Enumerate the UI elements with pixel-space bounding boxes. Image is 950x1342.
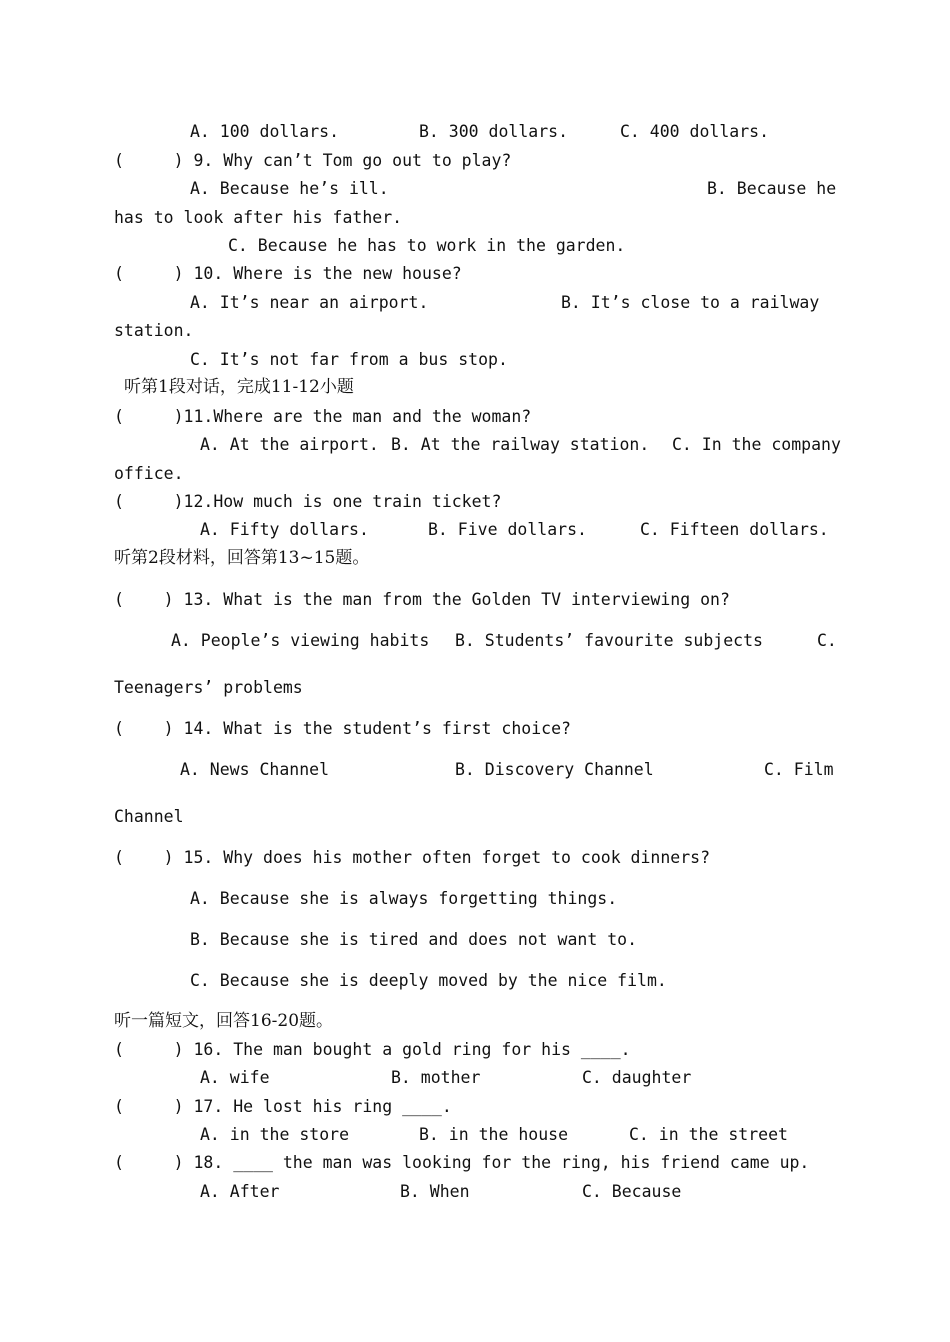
q17-option-a: A. in the store [200,1125,350,1144]
q10-option-b-end: station. [114,321,194,340]
q9-option-b-start: B. Because he [707,179,837,198]
section-1-heading: 听第1段对话，完成11-12小题 [124,377,354,397]
q10-stem: ( ) 10. Where is the new house? [114,264,462,283]
q14-option-c-end: Channel [114,807,184,826]
q11-stem: ( )11.Where are the man and the woman? [114,407,532,426]
q15-option-b: B. Because she is tired and does not want to. [190,930,638,949]
q11-option-b: B. At the railway station. [391,435,650,454]
q18-option-a: A. After [200,1182,280,1201]
q13-option-a: A. People’s viewing habits [171,631,430,650]
q14-option-a: A. News Channel [180,760,330,779]
q10-option-b-start: B. It’s close to a railway [561,293,820,312]
q8-option-a: A. 100 dollars. [190,122,340,141]
q16-option-b: B. mother [391,1068,481,1087]
q9-option-b-end: has to look after his father. [114,208,403,227]
q11-option-c-end: office. [114,464,184,483]
q18-option-c: C. Because [582,1182,682,1201]
q13-option-c-end: Teenagers’ problems [114,678,303,697]
q15-option-a: A. Because she is always forgetting things. [190,889,618,908]
q9-stem: ( ) 9. Why can’t Tom go out to play? [114,151,512,170]
q9-option-a: A. Because he’s ill. [190,179,389,198]
q15-option-c: C. Because she is deeply moved by the nice film. [190,971,667,990]
q11-option-c-start: C. In the company [672,435,841,454]
q16-stem: ( ) 16. The man bought a gold ring for his ____. [114,1040,631,1059]
q15-stem: ( ) 15. Why does his mother often forget to cook dinners? [114,848,711,867]
section-2-heading: 听第2段材料，回答第13~15题。 [114,548,370,568]
q18-stem: ( ) 18. ____ the man was looking for the ring, his friend came up. [114,1153,810,1172]
q17-option-b: B. in the house [419,1125,569,1144]
q12-stem: ( )12.How much is one train ticket? [114,492,502,511]
q17-stem: ( ) 17. He lost his ring ____. [114,1097,452,1116]
q14-option-c-start: C. Film [764,760,834,779]
q13-option-b: B. Students’ favourite subjects [455,631,763,650]
q16-option-a: A. wife [200,1068,270,1087]
q8-option-b: B. 300 dollars. [419,122,569,141]
q13-stem: ( ) 13. What is the man from the Golden TV interviewing on? [114,590,730,609]
q12-option-c: C. Fifteen dollars. [640,520,829,539]
q9-option-c: C. Because he has to work in the garden. [228,236,626,255]
q17-option-c: C. in the street [629,1125,788,1144]
q11-option-a: A. At the airport. [200,435,379,454]
q12-option-a: A. Fifty dollars. [200,520,369,539]
q10-option-a: A. It’s near an airport. [190,293,429,312]
q13-option-c-start: C. [817,631,837,650]
q14-option-b: B. Discovery Channel [455,760,654,779]
section-3-heading: 听一篇短文，回答16-20题。 [114,1011,334,1031]
q10-option-c: C. It’s not far from a bus stop. [190,350,508,369]
q8-option-c: C. 400 dollars. [620,122,770,141]
q12-option-b: B. Five dollars. [428,520,587,539]
q14-stem: ( ) 14. What is the student’s first choice? [114,719,571,738]
q18-option-b: B. When [400,1182,470,1201]
q16-option-c: C. daughter [582,1068,692,1087]
